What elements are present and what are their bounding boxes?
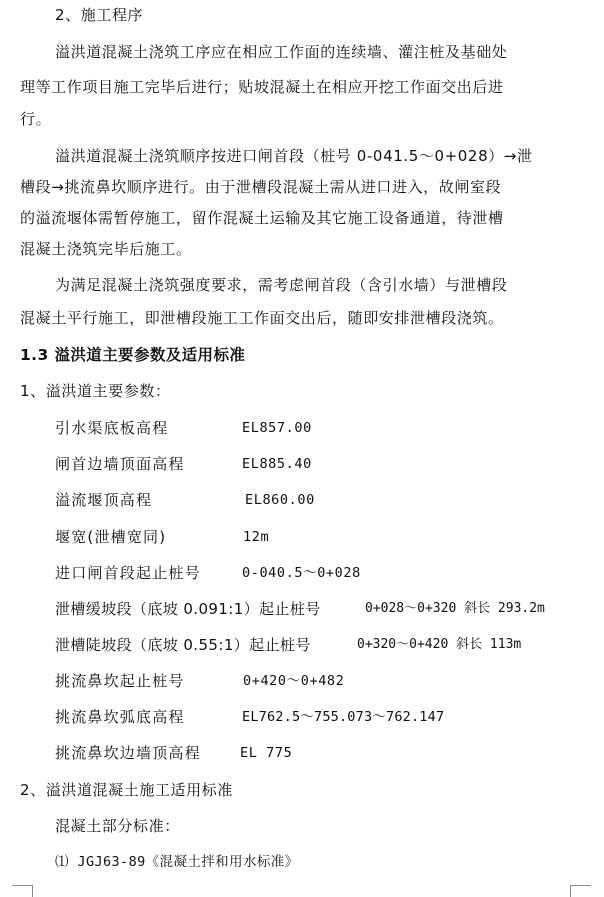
concrete-standards-label: 混凝土部分标准： [55, 817, 180, 835]
param-value: EL 775 [240, 745, 293, 761]
param-value: 0+420～0+482 [243, 673, 345, 689]
param-value: EL860.00 [245, 492, 315, 508]
page-corner-mark-right [570, 885, 591, 897]
param-name: 闸首边墙顶面高程 [55, 455, 185, 473]
param-value: 12m [243, 529, 270, 545]
param-value: EL762.5～755.073～762.147 [242, 709, 445, 725]
param-name: 挑流鼻坎起止桩号 [55, 672, 185, 690]
param-name: 泄槽陡坡段（底坡 0.55:1）起止桩号 [55, 636, 311, 654]
para1-line1: 溢洪道混凝土浇筑工序应在相应工作面的连续墙、灌注桩及基础处 [55, 43, 508, 61]
page-corner-mark-left [12, 885, 33, 897]
param-name: 进口闸首段起止桩号 [55, 564, 201, 582]
param-value: EL885.40 [242, 456, 312, 472]
para2-line4: 混凝土浇筑完毕后施工。 [20, 240, 192, 258]
params-heading: 1、溢洪道主要参数： [20, 382, 171, 400]
section-2-heading: 2、施工程序 [55, 6, 144, 24]
param-name: 堰宽(泄槽宽同) [55, 528, 167, 546]
para2-line2: 槽段→挑流鼻坎顺序进行。由于泄槽段混凝土需从进口进入，故闸室段 [20, 178, 502, 196]
para1-line2: 理等工作项目施工完毕后进行；贴坡混凝土在相应开挖工作面交出后进 [20, 78, 504, 96]
param-name: 泄槽缓坡段（底坡 0.091:1）起止桩号 [55, 600, 321, 618]
param-value: 0-040.5～0+028 [242, 565, 361, 581]
param-value: 0+028～0+320 斜长 293.2m [365, 601, 545, 616]
param-name: 引水渠底板高程 [55, 419, 169, 437]
para2-line3: 的溢流堰体需暂停施工，留作混凝土运输及其它施工设备通道，待泄槽 [20, 209, 504, 227]
param-name: 溢流堰顶高程 [55, 491, 153, 509]
param-value: EL857.00 [242, 420, 312, 436]
para2-line1: 溢洪道混凝土浇筑顺序按进口闸首段（桩号 0-041.5～0+028）→泄 [55, 147, 533, 165]
para1-line3: 行。 [20, 110, 52, 128]
section-1-3-heading: 1.3 溢洪道主要参数及适用标准 [20, 346, 246, 364]
param-name: 挑流鼻坎边墙顶高程 [55, 744, 201, 762]
standard-item-1: ⑴ JGJ63-89《混凝土拌和用水标准》 [55, 854, 299, 870]
para3-line2: 混凝土平行施工，即泄槽段施工工作面交出后，随即安排泄槽段浇筑。 [20, 309, 504, 327]
param-value: 0+320～0+420 斜长 113m [357, 637, 522, 652]
standards-heading: 2、溢洪道混凝土施工适用标准 [20, 781, 233, 799]
param-name: 挑流鼻坎弧底高程 [55, 708, 185, 726]
para3-line1: 为满足混凝土浇筑强度要求，需考虑闸首段（含引水墙）与泄槽段 [55, 276, 508, 294]
